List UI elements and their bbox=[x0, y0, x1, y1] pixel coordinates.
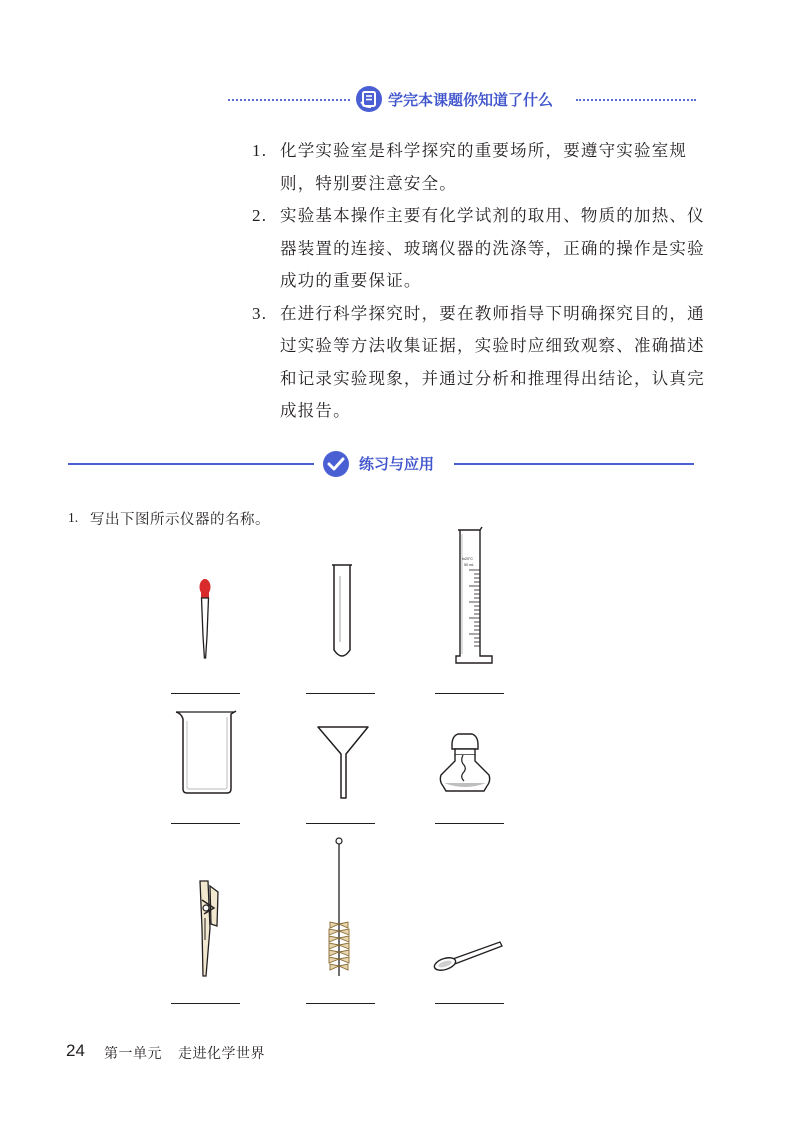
unit-number: 第一单元 bbox=[104, 1046, 162, 1062]
page-number: 24 bbox=[66, 1041, 85, 1060]
question-number: 1. bbox=[68, 510, 79, 525]
list-item-text: 化学实验室是科学探究的重要场所，要遵守实验室规则，特别要注意安全。 bbox=[280, 141, 688, 193]
answer-blank-dropper[interactable] bbox=[171, 693, 240, 694]
header-dotted-rule-left bbox=[228, 99, 350, 101]
answer-blank-test-tube[interactable] bbox=[306, 693, 375, 694]
list-item-number: 2. bbox=[252, 206, 268, 225]
funnel-icon bbox=[316, 724, 370, 800]
summary-list bbox=[248, 135, 708, 428]
list-item bbox=[248, 135, 708, 200]
medicine-spoon-icon bbox=[432, 936, 504, 972]
test-tube-brush-icon bbox=[326, 836, 352, 978]
answer-blank-funnel[interactable] bbox=[306, 823, 375, 824]
answer-blank-alcohol-lamp[interactable] bbox=[435, 823, 504, 824]
test-tube-holder-icon bbox=[190, 878, 224, 978]
list-item-text: 实验基本操作主要有化学试剂的取用、物质的加热、仪器装置的连接、玻璃仪器的洗涤等，正确的操作是实验成功的重要保证。 bbox=[280, 206, 705, 290]
exercise-section-title: 练习与应用 bbox=[359, 455, 435, 473]
unit-title: 走进化学世界 bbox=[178, 1046, 265, 1062]
list-item-number: 1. bbox=[252, 141, 268, 160]
answer-blank-test-tube-brush[interactable] bbox=[306, 1003, 375, 1004]
summary-section-title: 学完本课题你知道了什么 bbox=[388, 91, 554, 109]
header-rule-right bbox=[454, 463, 694, 465]
list-item bbox=[248, 200, 708, 298]
list-item-text: 在进行科学探究时，要在教师指导下明确探究目的，通过实验等方法收集证据，实验时应细致观察、准确描述和记录实验现象，并通过分析和推理得出结论，认真完成报告。 bbox=[280, 303, 705, 420]
list-item-number: 3. bbox=[252, 303, 268, 323]
answer-blank-medicine-spoon[interactable] bbox=[435, 1003, 504, 1004]
answer-blank-graduated-cylinder[interactable] bbox=[435, 693, 504, 694]
header-dotted-rule-right bbox=[576, 99, 696, 101]
test-tube-icon bbox=[329, 562, 355, 664]
list-item bbox=[248, 298, 708, 428]
cylinder-label-volume: 50 mL bbox=[464, 563, 474, 567]
cylinder-label-temp: In20°C bbox=[462, 557, 474, 561]
answer-blank-test-tube-holder[interactable] bbox=[171, 1003, 240, 1004]
header-rule-left bbox=[68, 463, 314, 465]
check-icon bbox=[323, 451, 349, 477]
reading-icon bbox=[356, 86, 382, 112]
running-footer bbox=[104, 1043, 281, 1063]
beaker-icon bbox=[174, 709, 240, 795]
question-text: 写出下图所示仪器的名称。 bbox=[90, 512, 270, 528]
alcohol-lamp-icon bbox=[436, 731, 494, 793]
answer-blank-beaker[interactable] bbox=[171, 823, 240, 824]
graduated-cylinder-icon bbox=[453, 526, 495, 666]
dropper-icon bbox=[195, 578, 215, 662]
